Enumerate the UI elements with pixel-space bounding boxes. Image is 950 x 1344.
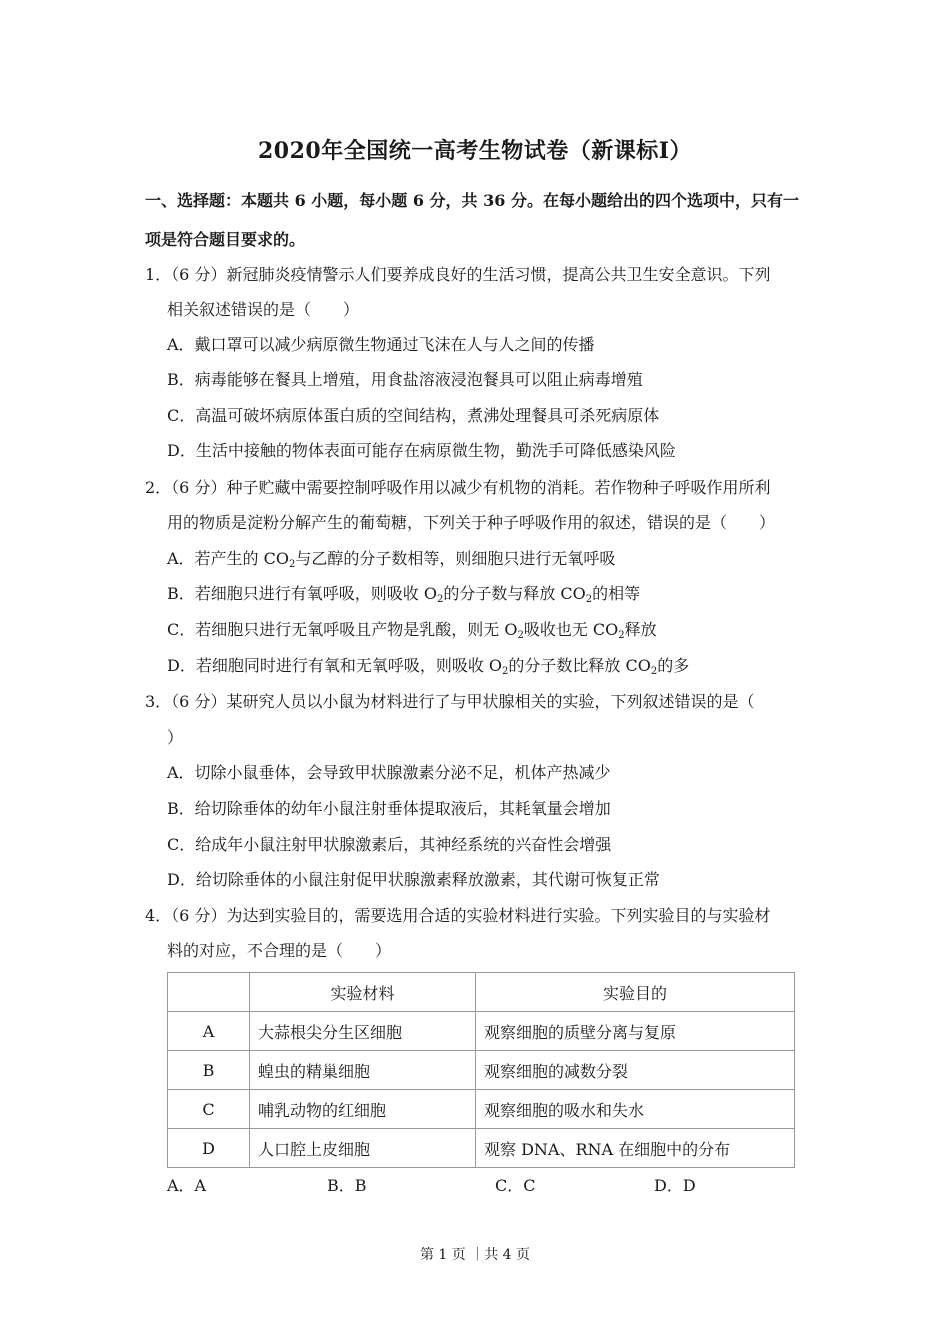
table-header-row: [168, 973, 795, 1012]
table-cell: C: [168, 1090, 250, 1129]
q3-stem-line2: ）: [167, 728, 184, 747]
table-cell: 观察细胞的质壁分离与复原: [476, 1012, 795, 1051]
q2-stem-line2: 用的物质是淀粉分解产生的葡萄糖，下列关于种子呼吸作用的叙述，错误的是（ ）: [167, 513, 776, 532]
table-row: [168, 1012, 795, 1051]
table-cell: A: [168, 1012, 250, 1051]
section-heading-line1: 一、选择题：本题共 6 小题，每小题 6 分，共 36 分。在每小题给出的四个选项中，只有一: [145, 191, 799, 210]
q4-option-c: C．C: [495, 1176, 536, 1195]
table-cell: 大蒜根尖分生区细胞: [250, 1012, 476, 1051]
page-title: 2020年全国统一高考生物试卷（新课标Ⅰ）: [257, 138, 693, 164]
table-row: [168, 1051, 795, 1090]
q2-option-c: C．若细胞只进行无氧呼吸且产物是乳酸，则无 $O_2$吸收也无 $CO_2$释放: [167, 620, 657, 641]
table-cell: 哺乳动物的红细胞: [250, 1090, 476, 1129]
q4-stem-line1: 4．（6 分）为达到实验目的，需要选用合适的实验材料进行实验。下列实验目的与实验材: [145, 906, 771, 925]
q1-option-a: A．戴口罩可以减少病原微生物通过飞沫在人与人之间的传播: [167, 335, 595, 354]
q3-option-c: C．给成年小鼠注射甲状腺激素后，其神经系统的兴奋性会增强: [167, 835, 612, 854]
table-cell: 人口腔上皮细胞: [250, 1129, 476, 1168]
table-header-cell: [168, 973, 250, 1012]
table-cell: 观察 DNA、RNA 在细胞中的分布: [476, 1129, 795, 1168]
q4-stem-line2: 料的对应，不合理的是（ ）: [167, 941, 392, 960]
q4-option-b: B．B: [327, 1176, 367, 1195]
table-cell: 观察细胞的吸水和失水: [476, 1090, 795, 1129]
table-row: [168, 1129, 795, 1168]
section-heading-line2: 项是符合题目要求的。: [145, 230, 306, 249]
q1-option-b: B．病毒能够在餐具上增殖，用食盐溶液浸泡餐具可以阻止病毒增殖: [167, 370, 643, 389]
q4-option-d: D．D: [654, 1176, 696, 1195]
q2-option-b: B．若细胞只进行有氧呼吸，则吸收 $O_2$的分子数与释放 $CO_2$的相等: [167, 584, 641, 605]
table-cell: 蝗虫的精巢细胞: [250, 1051, 476, 1090]
q4-table: [167, 972, 795, 1168]
q1-stem-line1: 1．（6 分）新冠肺炎疫情警示人们要养成良好的生活习惯，提高公共卫生安全意识。下列: [145, 265, 771, 284]
q1-option-c: C．高温可破坏病原体蛋白质的空间结构，煮沸处理餐具可杀死病原体: [167, 406, 660, 425]
q3-option-d: D．给切除垂体的小鼠注射促甲状腺激素释放激素，其代谢可恢复正常: [167, 870, 660, 889]
q3-stem-line1: 3．（6 分）某研究人员以小鼠为材料进行了与甲状腺相关的实验，下列叙述错误的是（: [145, 692, 755, 711]
table-header-cell: 实验目的: [476, 973, 795, 1012]
q1-option-d: D．生活中接触的物体表面可能存在病原微生物，勤洗手可降低感染风险: [167, 441, 676, 460]
table-cell: B: [168, 1051, 250, 1090]
q2-option-d: D．若细胞同时进行有氧和无氧呼吸，则吸收 $O_2$的分子数比释放 $CO_2$的多: [167, 656, 690, 677]
q2-option-a: A．若产生的 $CO_2$与乙醇的分子数相等，则细胞只进行无氧呼吸: [167, 549, 616, 570]
q3-option-b: B．给切除垂体的幼年小鼠注射垂体提取液后，其耗氧量会增加: [167, 799, 611, 818]
q3-option-a: A．切除小鼠垂体，会导致甲状腺激素分泌不足，机体产热减少: [167, 763, 611, 782]
page-footer: 第 1 页 ｜共 4 页: [419, 1247, 531, 1263]
table-cell: 观察细胞的减数分裂: [476, 1051, 795, 1090]
q2-stem-line1: 2．（6 分）种子贮藏中需要控制呼吸作用以减少有机物的消耗。若作物种子呼吸作用所利: [145, 478, 771, 497]
table-header-cell: 实验材料: [250, 973, 476, 1012]
q4-option-a: A．A: [167, 1176, 207, 1195]
q1-stem-line2: 相关叙述错误的是（ ）: [167, 300, 360, 319]
table-row: [168, 1090, 795, 1129]
table-cell: D: [168, 1129, 250, 1168]
